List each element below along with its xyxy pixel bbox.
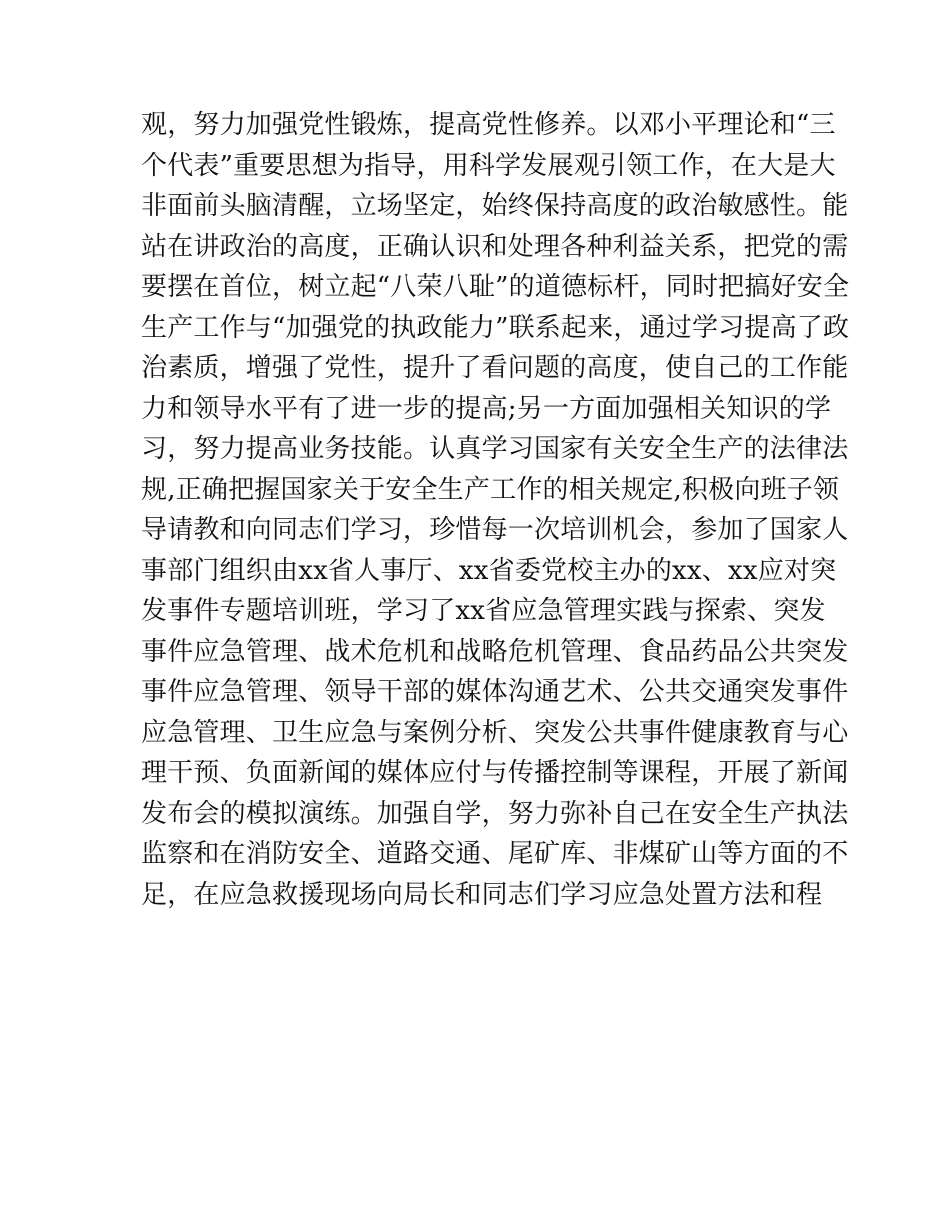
text-line: 规,正确把握国家关于安全生产工作的相关规定,积极向班子领 [141,474,840,505]
text-line: 力和领导水平有了进一步的提高;另一方面加强相关知识的学 [141,393,832,424]
text-line: 理干预、负面新闻的媒体应付与传播控制等课程，开展了新闻 [141,758,849,788]
text-line: 事部门组织由xx省人事厅、xx省委党校主办的xx、xx应对突 [141,555,837,586]
text-line: 导请教和向同志们学习，珍惜每一次培训机会，参加了国家人 [141,515,849,545]
text-line: 个代表”重要思想为指导，用科学发展观引领工作，在大是大 [141,150,836,181]
text-line: 应急管理、卫生应急与案例分析、突发公共事件健康教育与心 [141,717,849,748]
text-line: 发布会的模拟演练。加强自学，努力弥补自己在安全生产执法 [141,798,849,829]
text-line: 发事件专题培训班，学习了xx省应急管理实践与探索、突发 [141,596,826,626]
text-line: 监察和在消防安全、道路交通、尾矿库、非煤矿山等方面的不 [141,839,849,869]
text-line: 足，在应急救援现场向局长和同志们学习应急处置方法和程 [141,879,823,910]
text-line: 习，努力提高业务技能。认真学习国家有关安全生产的法律法 [141,434,849,464]
text-line: 要摆在首位，树立起“八荣八耻”的道德标杆，同时把搞好安全 [141,272,850,302]
text-line: 事件应急管理、战术危机和战略危机管理、食品药品公共突发 [141,636,849,667]
text-line: 非面前头脑清醒，立场坚定，始终保持高度的政治敏感性。能 [141,191,849,221]
text-line: 治素质，增强了党性，提升了看问题的高度，使自己的工作能 [141,353,849,383]
text-line: 事件应急管理、领导干部的媒体沟通艺术、公共交通突发事件 [141,677,849,707]
text-line: 观，努力加强党性锻炼，提高党性修养。以邓小平理论和“三 [141,110,836,140]
text-line: 站在讲政治的高度，正确认识和处理各种利益关系，把党的需 [141,231,849,262]
text-line: 生产工作与“加强党的执政能力”联系起来，通过学习提高了政 [141,312,850,343]
body-paragraph [141,105,850,915]
